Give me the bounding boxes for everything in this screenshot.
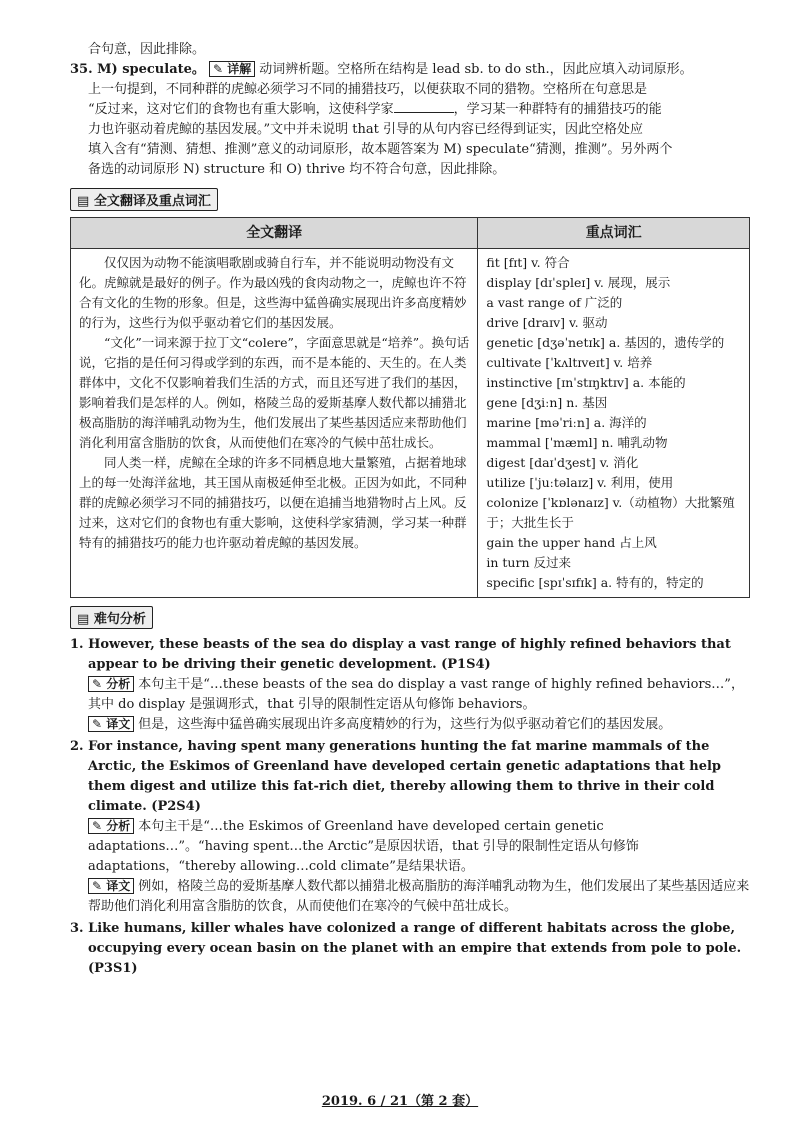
page-content xyxy=(70,40,750,979)
sentence-3: 3. Like humans, killer whales have colonized a range of different habitats across the globe, occupying every ocean basin on the planet with an empire that extends from pole to pole. (P3S1) xyxy=(70,921,742,976)
vocab-item: cultivate [ˈkʌltɪveɪt] v. 培养 xyxy=(486,355,653,370)
page-footer: 2019. 6 / 21（第 2 套） xyxy=(321,1094,479,1109)
vocab-item: fit [fɪt] v. 符合 xyxy=(486,255,570,270)
analysis-tag: ✎ 分析 xyxy=(88,676,134,692)
vocab-item: display [dɪˈspleɪ] v. 展现，展示 xyxy=(486,275,671,290)
vocab-item: gene [dʒiːn] n. 基因 xyxy=(486,395,608,410)
col-translation-header: 全文翻译 xyxy=(71,218,478,249)
translation-para-1: 仅仅因为动物不能演唱歌剧或骑自行车，并不能说明动物没有文化。虎鲸就是最好的例子。作为最凶残的食肉动物之一，虎鲸也许不符合有文化的生物的形象。但是，这些海中猛兽确实展现出许多高度精妙的行为，这些行为似乎驱动着它们的基因发展。 xyxy=(79,255,467,330)
detail-tag: ✎ 详解 xyxy=(209,61,255,77)
vocab-item: utilize [ˈjuːtəlaɪz] v. 利用，使用 xyxy=(486,475,674,490)
vocab-item: in turn 反过来 xyxy=(486,555,571,570)
q35-explanation: 35. M) speculate。 ✎ 详解 动词辨析题。空格所在结构是 lead sb. to do sth.，因此应填入动词原形。 上一句提到，不同种群的虎鲸必须学习不同的捕猎技巧，以便获取不同的猎物。空格所在句意思是 “反过来，这对它们的食物也有重大影响，这使科学家 ，学习某一种群特有的捕猎技巧的能 力也许驱动着虎鲸的基因发展。”文中并未说明 that 引导的从句内容已经得到证实，因此空格处应 填入含有“猜测、猜想、推测”意义的动词原形，故本题答案为 M) speculate“猜测，推测”。另外两个 备选的动词原形 N) structure 和 O) thrive 均不符合句意，因此排除。 xyxy=(70,62,693,177)
vocab-item: genetic [dʒəˈnetɪk] a. 基因的，遗传学的 xyxy=(486,335,725,350)
vocab-item: marine [məˈriːn] a. 海洋的 xyxy=(486,415,647,430)
translation-para-2: “文化”一词来源于拉丁文“colere”，字面意思就是“培养”。换句话说，它指的是任何习得或学到的东西，而不是本能的、天生的。在人类群体中，文化不仅影响着我们生活的方式，而且还写进了我们的基因，影响着我们是怎样的人。例如，格陵兰岛的爱斯基摩人数代都以捕猎北极高脂肪的海洋哺乳动物为生，他们发展出了某些基因适应来帮助他们消化利用富含脂肪的饮食，从而使他们在寒冷的气候中茁壮成长。 xyxy=(79,335,470,450)
vocab-item: gain the upper hand 占上风 xyxy=(486,535,657,550)
vocab-item: mammal [ˈmæml] n. 哺乳动物 xyxy=(486,435,668,450)
sentence-2: 2. For instance, having spent many generations hunting the fat marine mammals of the Arctic, the Eskimos of Greenland have developed certain genetic adaptations that help them digest and utilize this fat-rich diet, thereby allowing them to thrive in their cold climate. (P2S4) ✎ 分析 本句主干是“…the Eskimos of Greenland have developed certain genetic adaptations…”。“having spent…the Arctic”是原因状语，that 引导的限制性定语从句修饰 adaptations，“thereby allowing…cold climate”是结果状语。 ✎ 译文 例如，格陵兰岛的爱斯基摩人数代都以捕猎北极高脂肪的海洋哺乳动物为生，他们发展出了某些基因适应来帮助他们消化利用富含脂肪的饮食，从而使他们在寒冷的气候中茁壮成长。 xyxy=(70,739,750,914)
prev-answer-tail: 合句意，因此排除。 xyxy=(88,42,206,57)
section-difficult-sentences-title: ▤ 难句分析 xyxy=(70,606,153,629)
vocab-item: instinctive [ɪnˈstɪŋktɪv] a. 本能的 xyxy=(486,375,686,390)
section-translation-title: ▤ 全文翻译及重点词汇 xyxy=(70,188,218,211)
analysis-tag: ✎ 分析 xyxy=(88,818,134,834)
translation-table xyxy=(70,217,750,598)
vocab-item: a vast range of 广泛的 xyxy=(486,295,623,310)
translation-tag: ✎ 译文 xyxy=(88,878,134,894)
vocab-item: drive [draɪv] v. 驱动 xyxy=(486,315,608,330)
vocab-list xyxy=(478,249,750,598)
col-vocab-header: 重点词汇 xyxy=(478,218,750,249)
vocab-item: digest [daɪˈdʒest] v. 消化 xyxy=(486,455,639,470)
q35-answer: 35. M) speculate。 xyxy=(70,62,205,77)
translation-tag: ✎ 译文 xyxy=(88,716,134,732)
answer-blank xyxy=(394,112,454,113)
vocab-item: colonize [ˈkɒlənaɪz] v.（动植物）大批繁殖于；大批生长于 xyxy=(486,495,735,530)
sentence-1: 1. However, these beasts of the sea do display a vast range of highly refined behaviors that appear to be driving their genetic development. (P1S4) ✎ 分析 本句主干是“…these beasts of the sea do display a vast range of highly refined behaviors…”，其中 do display 是强调形式，that 引导的限制性定语从句修饰 behaviors。 ✎ 译文 但是，这些海中猛兽确实展现出许多高度精妙的行为，这些行为似乎驱动着它们的基因发展。 xyxy=(70,637,744,732)
vocab-item: specific [spɪˈsɪfɪk] a. 特有的，特定的 xyxy=(486,575,704,590)
translation-para-3: 同人类一样，虎鲸在全球的许多不同栖息地大量繁殖，占据着地球上的每一处海洋盆地，其王国从南极延伸至北极。正因为如此，不同种群的虎鲸必须学习不同的捕猎技巧，以便在追捕当地猎物时占上风。反过来，这对它们的食物也有重大影响，这使科学家猜测，学习某一种群特有的捕猎技巧的能力也许驱动着虎鲸的基因发展。 xyxy=(79,455,467,550)
